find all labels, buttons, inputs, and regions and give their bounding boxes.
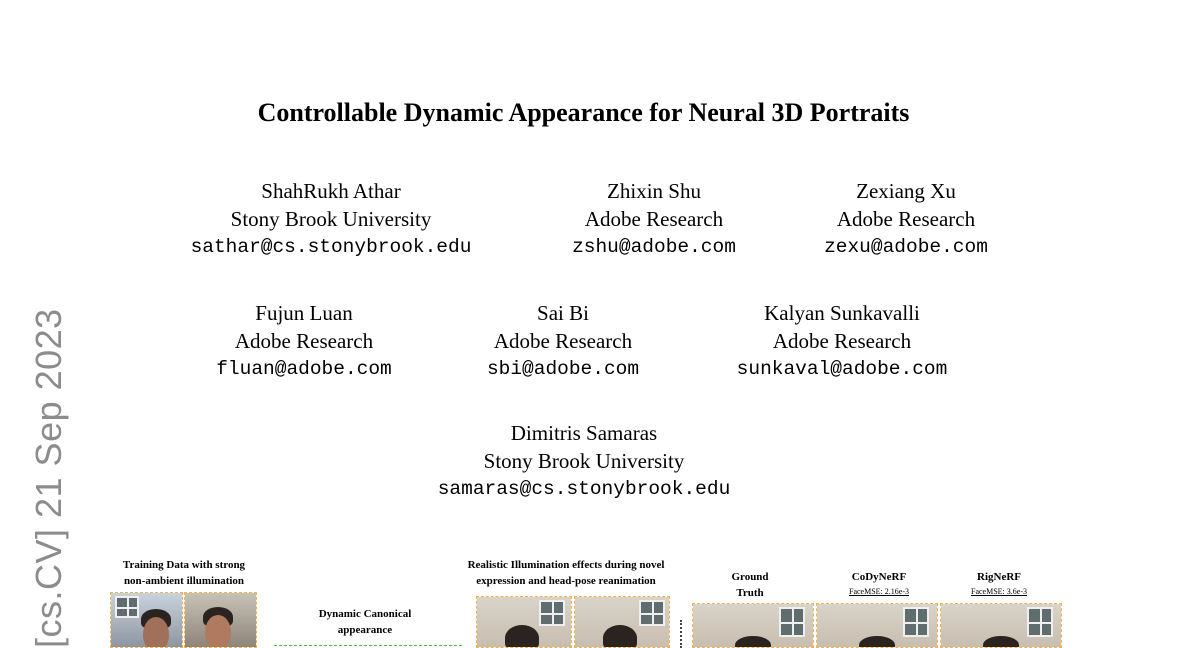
author-name: ShahRukh Athar: [261, 179, 401, 203]
arxiv-stamp: [cs.CV] 21 Sep 2023: [28, 308, 69, 648]
codynerf-photo: [816, 603, 938, 648]
figure-label-rignerf: RigNeRF: [977, 571, 1021, 583]
figure-label-codynerf: CoDyNeRF: [851, 571, 907, 583]
author-name: Zexiang Xu: [856, 179, 956, 203]
figure-divider: [680, 620, 682, 648]
author-name: Dimitris Samaras: [510, 421, 658, 445]
figure-label-canonical: Dynamic Canonical appearance: [318, 608, 412, 636]
author-affiliation: Stony Brook University: [230, 207, 432, 231]
author-email[interactable]: zexu@adobe.com: [824, 236, 988, 258]
author-name: Kalyan Sunkavalli: [764, 301, 920, 325]
author-affiliation: Stony Brook University: [483, 449, 685, 473]
rignerf-photo: [940, 603, 1062, 648]
ground-truth-photo: [692, 603, 814, 648]
author-affiliation: Adobe Research: [772, 329, 912, 353]
author-block: [394, 419, 774, 503]
figure-label-realistic: Realistic Illumination effects during novel expression and head-pose reanimation: [467, 559, 665, 587]
author-affiliation: Adobe Research: [836, 207, 976, 231]
author-affiliation: Adobe Research: [584, 207, 724, 231]
paper-title: Controllable Dynamic Appearance for Neural 3D Portraits: [257, 98, 910, 127]
author-email[interactable]: fluan@adobe.com: [216, 358, 392, 380]
author-block: [716, 177, 1096, 261]
figure-metric-codynerf: FaceMSE: 2.16e-3: [849, 587, 909, 596]
author-email[interactable]: sbi@adobe.com: [486, 358, 640, 380]
training-photo: [184, 592, 257, 648]
reanimation-photo: [574, 596, 670, 648]
training-photo: [110, 592, 183, 648]
canonical-frame: [274, 645, 462, 646]
author-email[interactable]: samaras@cs.stonybrook.edu: [437, 478, 731, 500]
figure-label-ground-truth: Ground Truth: [731, 571, 769, 599]
author-name: Fujun Luan: [255, 301, 353, 325]
author-email[interactable]: sunkaval@adobe.com: [736, 358, 948, 380]
author-block: [652, 299, 1032, 383]
author-name: Zhixin Shu: [607, 179, 701, 203]
author-name: Sai Bi: [537, 301, 589, 325]
author-email[interactable]: zshu@adobe.com: [572, 236, 736, 258]
author-email[interactable]: sathar@cs.stonybrook.edu: [190, 236, 472, 258]
reanimation-photo: [476, 596, 572, 648]
author-affiliation: Adobe Research: [234, 329, 374, 353]
figure-metric-rignerf: FaceMSE: 3.6e-3: [971, 587, 1027, 596]
figure-label-training: Training Data with strong non-ambient illumination: [122, 559, 246, 587]
author-affiliation: Adobe Research: [493, 329, 633, 353]
